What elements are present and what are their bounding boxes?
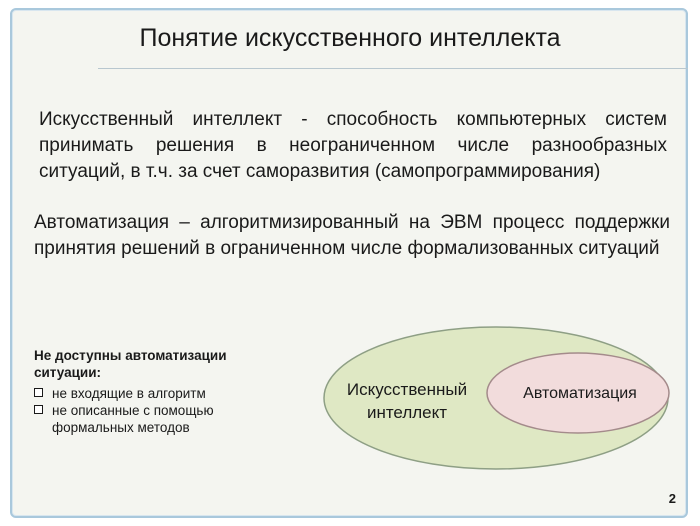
unavailable-heading: Не доступны автоматизации ситуации: [34,348,227,380]
slide-title: Понятие искусственного интеллекта [139,24,561,52]
list-item-text: не описанные с помощью формальных методов [52,403,214,435]
title-divider [98,68,688,69]
list-item [34,402,294,436]
list-item [34,385,294,402]
ai-definition: Искусственный интеллект - способность компьютерных систем принимать решения в неограниченном числе разнообразных ситуаций, в т.ч. за счет саморазвития (самопрограммирования) [39,109,667,182]
ai-ellipse-label: Искусственный интеллект [346,380,468,422]
page-number: 2 [668,491,676,506]
list-item-text: не входящие в алгоритм [52,386,206,401]
automation-definition: Автоматизация – алгоритмизированный на ЭВМ процесс поддержки принятия решений в ограниченном числе формализованных ситуаций [34,212,670,259]
checkbox-bullet-icon [34,405,43,414]
unavailable-list [34,385,294,436]
automation-ellipse-label: Автоматизация [523,385,637,402]
checkbox-bullet-icon [34,388,43,397]
